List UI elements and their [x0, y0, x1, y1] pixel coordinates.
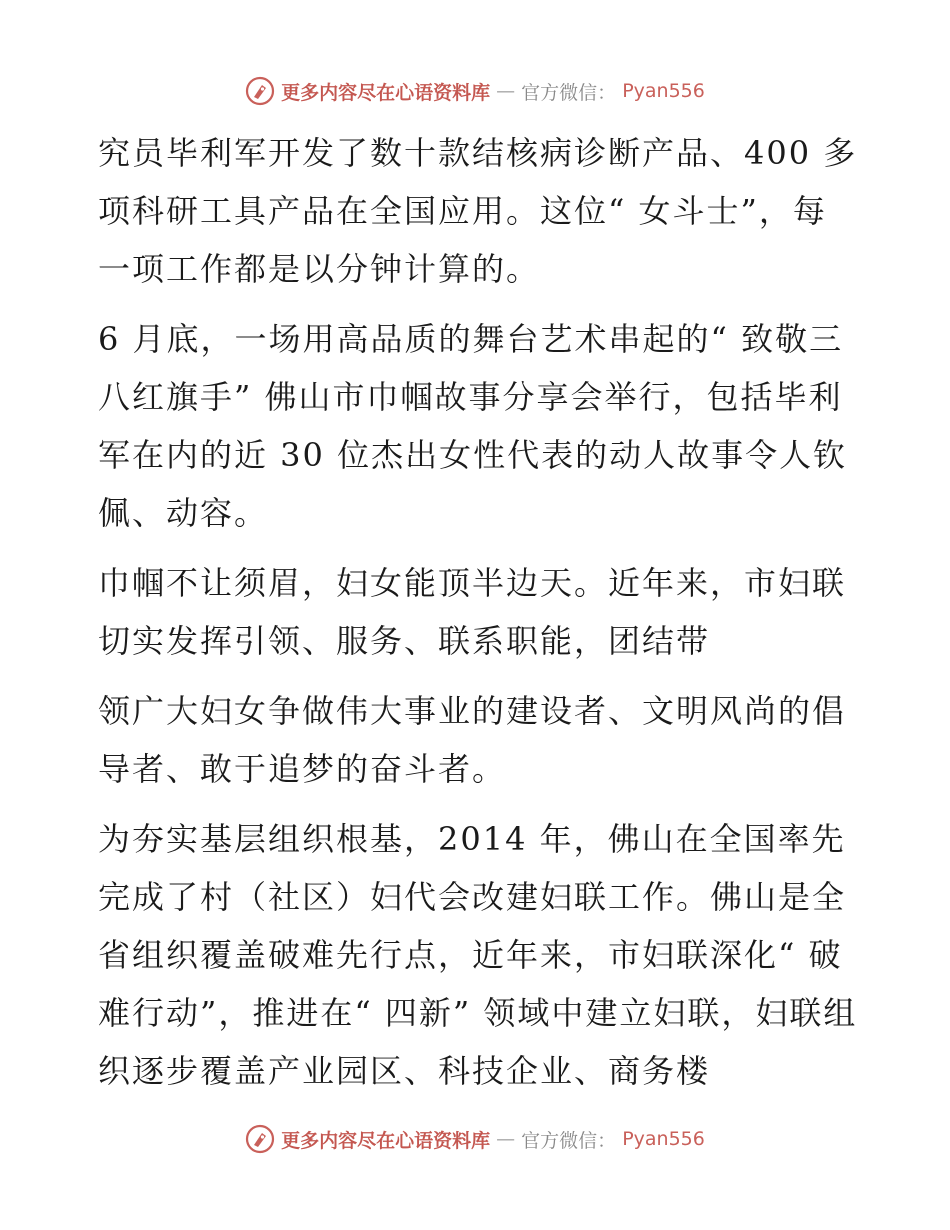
watermark-label: 官方微信： [521, 1129, 617, 1152]
pen-nib-icon [245, 76, 275, 106]
footer-watermark [0, 1124, 950, 1154]
watermark-separator: — [496, 1128, 516, 1150]
header-watermark [0, 76, 950, 106]
watermark-separator: — [496, 80, 516, 102]
paragraph-1: 究员毕利军开发了数十款结核病诊断产品、400 多项科研工具产品在全国应用。这位“ 女斗士”，每一项工作都是以分钟计算的。 [98, 134, 858, 288]
paragraph-3: 巾帼不让须眉，妇女能顶半边天。近年来，市妇联切实发挥引领、服务、联系职能，团结带 [98, 564, 847, 660]
watermark-wechat-id: Pyan556 [622, 1128, 705, 1150]
watermark-label: 官方微信： [521, 81, 617, 104]
watermark-brand: 更多内容尽在心语资料库 [281, 1129, 491, 1152]
paragraph-4: 领广大妇女争做伟大事业的建设者、文明风尚的倡导者、敢于追梦的奋斗者。 [98, 692, 847, 788]
watermark-wechat-id: Pyan556 [622, 80, 705, 102]
paragraph-5: 为夯实基层组织根基，2014 年，佛山在全国率先完成了村（社区）妇代会改建妇联工作。佛山是全省组织覆盖破难先行点，近年来，市妇联深化“ 破难行动”，推进在“ 四新” 领域中建立妇联，妇联组织逐步覆盖产业园区、科技企业、商务楼 [98, 820, 858, 1090]
paragraph-2: 6 月底，一场用高品质的舞台艺术串起的“ 致敬三八红旗手” 佛山市巾帼故事分享会举行，包括毕利军在内的近 30 位杰出女性代表的动人故事令人钦佩、动容。 [98, 320, 848, 532]
document-body [98, 124, 858, 1100]
watermark-brand: 更多内容尽在心语资料库 [281, 81, 491, 104]
pen-nib-icon [245, 1124, 275, 1154]
